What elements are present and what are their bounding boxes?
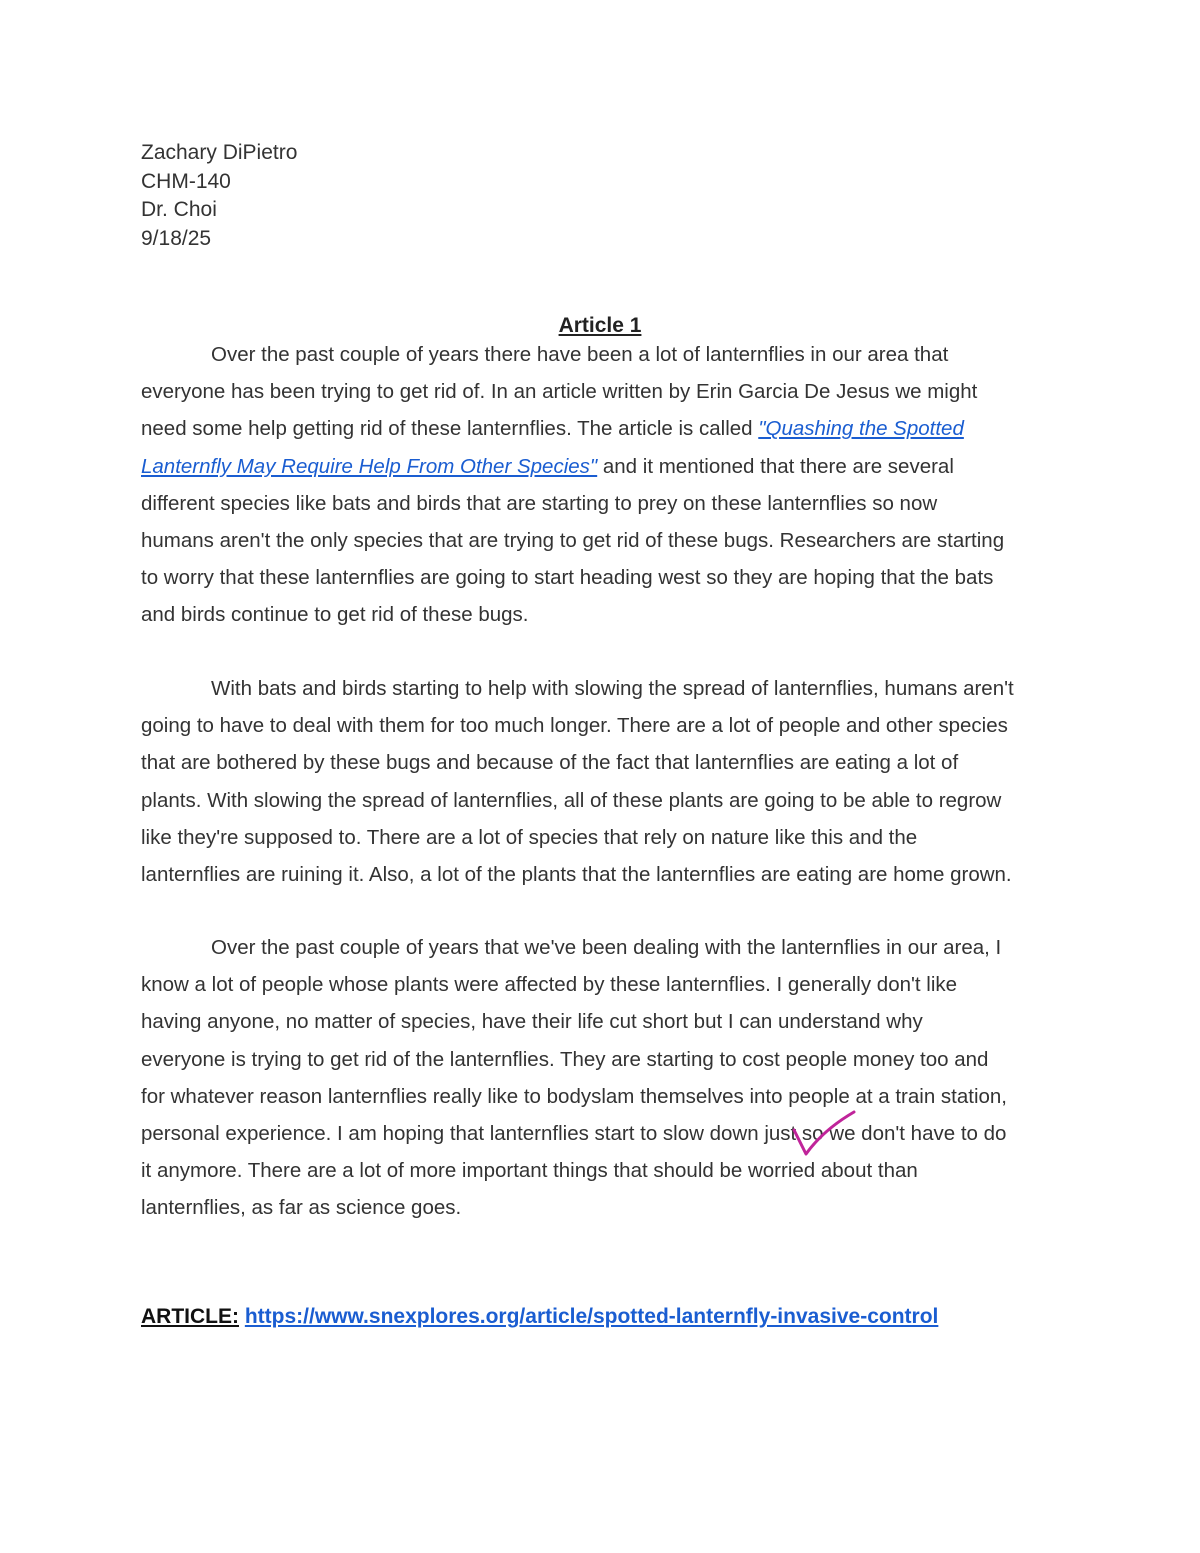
paragraph-line: different species like bats and birds that are starting to prey on these lanternflies so now (141, 491, 938, 515)
paragraph-line: to worry that these lanternflies are going to start heading west so they are hoping that the bats (141, 566, 994, 590)
paragraph-line: humans aren't the only species that are trying to get rid of these bugs. Researchers are starting (141, 529, 1005, 553)
paragraph-line: know a lot of people whose plants were affected by these lanternflies. I generally don't like (141, 973, 958, 997)
article-url-link[interactable]: https://www.snexplores.org/article/spotted-lanternfly-invasive-control (244, 1305, 939, 1328)
date: 9/18/25 (141, 226, 212, 250)
paragraph-2 (141, 670, 1071, 893)
paragraph-line: having anyone, no matter of species, have their life cut short but I can understand why (141, 1010, 923, 1034)
paragraph-line: With bats and birds starting to help with slowing the spread of lanternflies, humans aren't (211, 677, 1014, 700)
paragraph-line: lanternflies, as far as science goes. (141, 1196, 462, 1220)
article-title-link-part2[interactable]: Lanternfly May Require Help From Other Species" (141, 454, 598, 478)
paragraph-line: personal experience. I am hoping that lanternflies start to slow down just so we don't have to do (141, 1122, 1007, 1146)
author-name: Zachary DiPietro (141, 141, 298, 164)
paragraph-line: it anymore. There are a lot of more important things that should be worried about than (141, 1159, 918, 1183)
paragraph-line: everyone is trying to get rid of the lanternflies. They are starting to cost people money too and (141, 1047, 989, 1071)
course-code: CHM-140 (141, 169, 231, 193)
instructor-name: Dr. Choi (141, 198, 217, 221)
paragraph-line: and birds continue to get rid of these bugs. (141, 603, 529, 627)
header-block (141, 139, 297, 253)
paragraph-line: going to have to deal with them for too much longer. There are a lot of people and other species (141, 714, 1008, 738)
paragraph-line-text: need some help getting rid of these lanternflies. The article is called (141, 417, 759, 441)
paragraph-line: Over the past couple of years that we've been dealing with the lanternflies in our area, I (211, 936, 1002, 959)
paragraph-line: that are bothered by these bugs and because of the fact that lanternflies are eating a lot of (141, 751, 959, 775)
article-reference (141, 1305, 938, 1329)
paragraph-line: Over the past couple of years there have been a lot of lanternflies in our area that (211, 343, 949, 366)
paragraph-line: everyone has been trying to get rid of. In an article written by Erin Garcia De Jesus we might (141, 380, 978, 404)
paragraph-line: like they're supposed to. There are a lot of species that rely on nature like this and the (141, 825, 918, 849)
paragraph-line: plants. With slowing the spread of lanternflies, all of these plants are going to be able to regrow (141, 788, 1002, 812)
article-title-link-part1[interactable]: "Quashing the Spotted (758, 417, 964, 441)
paragraph-line (141, 448, 1071, 485)
article-label: ARTICLE: (141, 1305, 239, 1328)
paragraph-line: for whatever reason lanternflies really like to bodyslam themselves into people at a train station, (141, 1084, 1008, 1108)
paragraph-line-text: and it mentioned that there are several (597, 454, 954, 478)
paragraph-line (141, 410, 1071, 447)
checkmark-icon (790, 1108, 860, 1160)
page-title: Article 1 (558, 314, 642, 337)
paragraph-line: lanternflies are ruining it. Also, a lot of the plants that the lanternflies are eating are home grown. (141, 863, 1012, 887)
paragraph-3 (141, 929, 1071, 1227)
paragraph-1 (141, 336, 1071, 634)
